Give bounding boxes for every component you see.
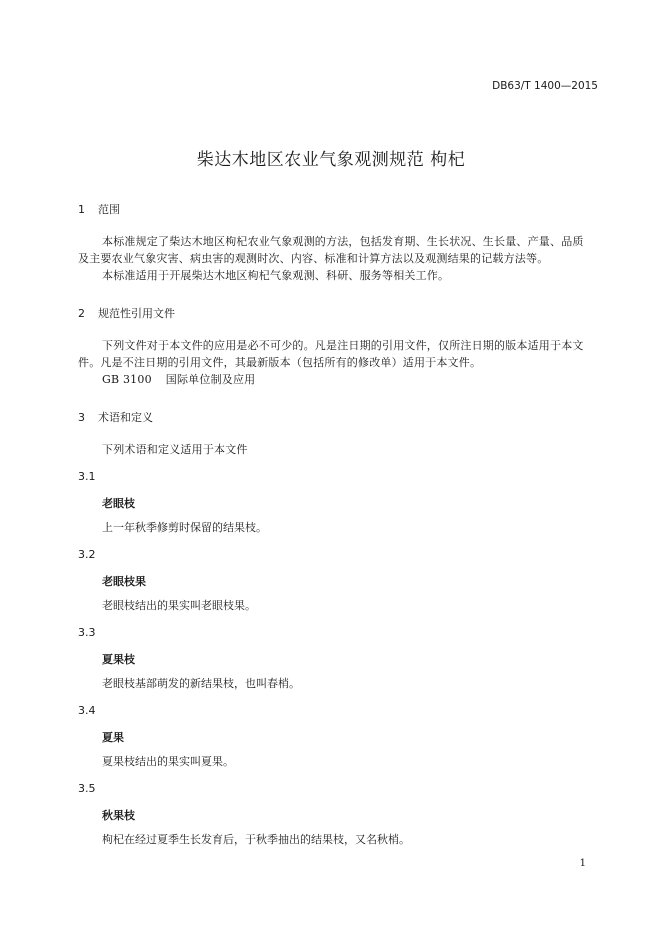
section-2-heading	[78, 305, 175, 321]
term-number: 3.4	[78, 704, 96, 717]
page-number: 1	[579, 858, 586, 869]
section-title: 术语和定义	[98, 411, 153, 424]
reference-title: 国际单位制及应用	[165, 373, 256, 386]
section-number: 2	[78, 307, 85, 320]
document-code: DB63/T 1400—2015	[492, 80, 598, 92]
section-title: 范围	[98, 203, 120, 216]
term-name: 夏果	[102, 731, 124, 744]
term-definition: 夏果枝结出的果实叫夏果。	[102, 755, 234, 768]
term-name: 老眼枝	[102, 497, 135, 510]
terms-intro: 下列术语和定义适用于本文件	[102, 443, 248, 456]
term-definition: 上一年秋季修剪时保留的结果枝。	[102, 521, 267, 534]
term-number: 3.3	[78, 626, 96, 639]
term-definition: 枸杞在经过夏季生长发育后，于秋季抽出的结果枝，又名秋梢。	[102, 833, 410, 846]
term-name: 秋果枝	[102, 809, 135, 822]
section-number: 1	[78, 203, 85, 216]
term-number: 3.1	[78, 470, 96, 483]
normative-reference	[102, 371, 255, 389]
section-title: 规范性引用文件	[98, 307, 175, 320]
scope-paragraph-line-1: 本标准规定了柴达木地区枸杞农业气象观测的方法，包括发育期、生长状况、生长量、产量、品质	[102, 235, 584, 248]
reference-code: GB 3100	[102, 373, 152, 386]
term-definition: 老眼枝结出的果实叫老眼枝果。	[102, 599, 256, 612]
term-name: 老眼枝果	[102, 575, 146, 588]
term-name: 夏果枝	[102, 653, 135, 666]
section-3-heading	[78, 409, 153, 425]
normative-paragraph-line-1: 下列文件对于本文件的应用是必不可少的。凡是注日期的引用文件，仅所注日期的版本适用于本文	[102, 339, 584, 352]
section-number: 3	[78, 411, 85, 424]
scope-paragraph-line-2: 及主要农业气象灾害、病虫害的观测时次、内容、标准和计算方法以及观测结果的记载方法等。	[78, 252, 549, 265]
normative-paragraph-line-2: 件。凡是不注日期的引用文件，其最新版本（包括所有的修改单）适用于本文件。	[78, 356, 482, 369]
term-number: 3.2	[78, 548, 96, 561]
scope-applicability-paragraph: 本标准适用于开展柴达木地区枸杞气象观测、科研、服务等相关工作。	[102, 269, 450, 282]
page-title: 柴达木地区农业气象观测规范 枸杞	[196, 150, 466, 170]
section-1-heading	[78, 201, 120, 217]
term-definition: 老眼枝基部萌发的新结果枝，也叫春梢。	[102, 677, 300, 690]
term-number: 3.5	[78, 782, 96, 795]
